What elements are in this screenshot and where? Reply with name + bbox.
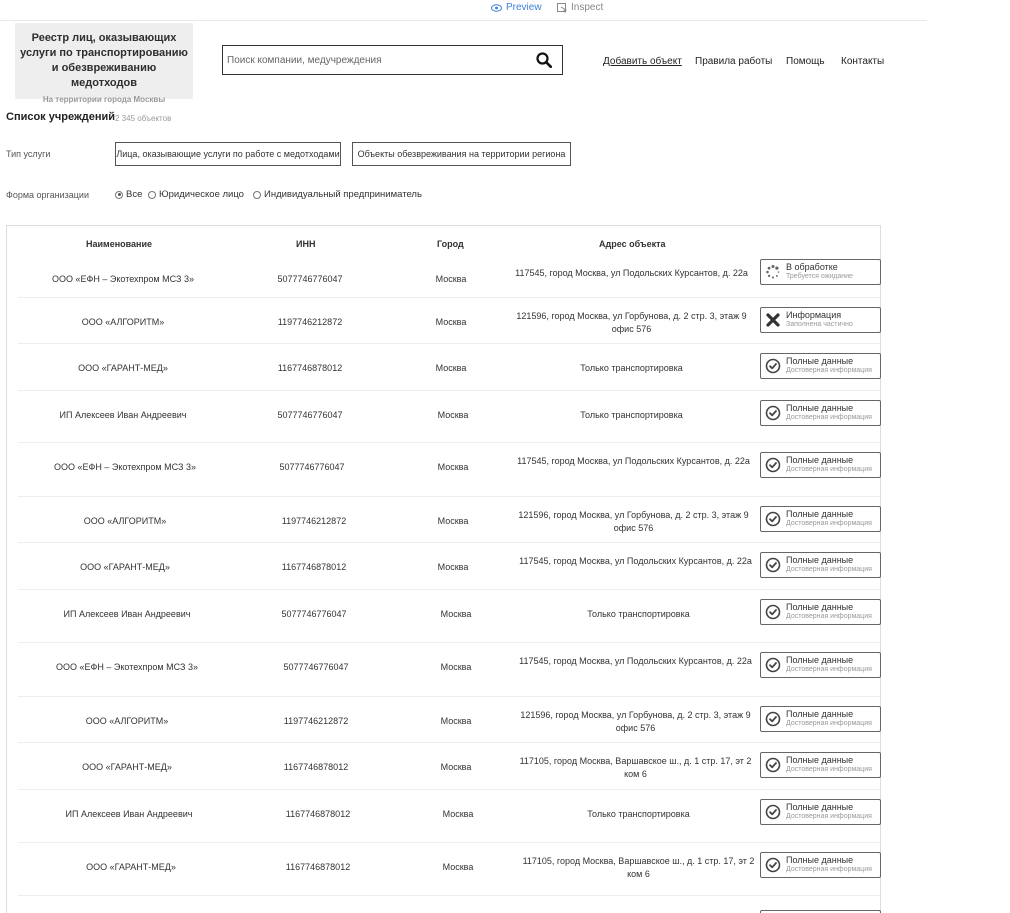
cell-address: 117545, город Москва, ул Подольских Курсантов, д. 22а — [519, 556, 752, 566]
cell-name: ООО «АЛГОРИТМ» — [85, 716, 169, 726]
cell-address: Только транспортировка — [587, 609, 690, 619]
status-badge[interactable] — [760, 400, 881, 426]
cell-address: 121596, город Москва, ул Горбунова, д. 2 стр. 3, этаж 9 офис 576 — [520, 710, 751, 733]
cell-city: Москва — [440, 716, 472, 726]
table-row[interactable] — [18, 546, 880, 590]
cell-inn: 1197746212872 — [283, 716, 349, 726]
status-subtitle: Достоверная информация — [786, 367, 872, 374]
status-badge[interactable] — [760, 259, 881, 285]
table-row[interactable] — [18, 258, 880, 298]
status-text — [786, 556, 872, 574]
status-badge[interactable] — [760, 652, 881, 678]
cell-address: 117105, город Москва, Варшавское ш., д. 1 стр. 17, эт 2 ком 6 — [522, 856, 755, 879]
cell-city: Москва — [437, 410, 469, 420]
cell-name: ООО «ЕФН – Экотехпром МСЗ 3» — [52, 274, 194, 284]
service-filter-neutralization[interactable]: Объекты обезвреживания на территории региона — [352, 142, 571, 166]
table-row[interactable] — [18, 446, 880, 497]
status-title: Информация — [786, 310, 842, 320]
status-badge[interactable] — [760, 752, 881, 778]
cell-city: Москва — [440, 662, 472, 672]
column-header-name[interactable]: Наименование — [86, 239, 153, 249]
status-subtitle: Достоверная информация — [786, 866, 872, 873]
table-row[interactable] — [18, 700, 880, 743]
check-circle-icon — [765, 857, 781, 873]
cell-address: Только транспортировка — [580, 410, 683, 420]
radio-all-label: Все — [126, 189, 143, 200]
check-circle-icon — [765, 557, 781, 573]
status-badge[interactable] — [760, 307, 881, 333]
check-circle-icon — [765, 711, 781, 727]
table-row[interactable] — [18, 746, 880, 790]
table-row[interactable] — [18, 846, 880, 896]
cell-name: ООО «ГАРАНТ-МЕД» — [78, 363, 168, 373]
cell-inn: 1167746878012 — [277, 363, 343, 373]
preview-label: Preview — [506, 2, 542, 13]
status-icon — [765, 312, 781, 328]
status-icon — [765, 557, 781, 573]
cell-city: Москва — [435, 274, 467, 284]
table-row[interactable] — [18, 301, 880, 344]
table-row[interactable] — [18, 593, 880, 643]
cell-name: ООО «ГАРАНТ-МЕД» — [80, 562, 170, 572]
cell-name: ООО «ЕФН – Экотехпром МСЗ 3» — [54, 462, 196, 472]
status-text — [786, 263, 853, 281]
radio-ip-label: Индивидуальный предприниматель — [264, 189, 422, 200]
nav-rules[interactable]: Правила работы — [695, 56, 773, 67]
nav-help[interactable]: Помощь — [786, 56, 825, 67]
status-text — [786, 856, 872, 874]
cell-name: ИП Алексеев Иван Андреевич — [65, 809, 193, 819]
status-badge[interactable] — [760, 552, 881, 578]
status-text — [786, 311, 853, 329]
status-icon — [765, 457, 781, 473]
status-icon — [765, 604, 781, 620]
cell-name: ИП Алексеев Иван Андреевич — [63, 609, 191, 619]
status-title: Полные данные — [786, 602, 854, 612]
cell-inn: 1167746878012 — [285, 862, 351, 872]
status-icon — [765, 711, 781, 727]
status-badge[interactable] — [760, 799, 881, 825]
site-subtitle: На территории города Москвы — [42, 95, 166, 104]
status-text — [786, 710, 872, 728]
status-text — [786, 756, 872, 774]
status-title: Полные данные — [786, 655, 854, 665]
cell-inn: 1197746212872 — [281, 516, 347, 526]
status-subtitle: Заполнена частично — [786, 321, 853, 328]
status-badge[interactable] — [760, 852, 881, 878]
radio-legal-entity[interactable] — [148, 189, 244, 200]
cell-inn: 1167746878012 — [285, 809, 351, 819]
radio-empty-icon — [253, 191, 261, 199]
radio-empty-icon — [148, 191, 156, 199]
status-text — [786, 656, 872, 674]
status-subtitle: Достоверная информация — [786, 566, 872, 573]
cell-inn: 1167746878012 — [283, 762, 349, 772]
status-subtitle: Достоверная информация — [786, 466, 872, 473]
cell-name: ООО «ЕФН – Экотехпром МСЗ 3» — [56, 662, 198, 672]
radio-all[interactable] — [115, 189, 142, 200]
radio-individual[interactable] — [253, 189, 422, 200]
search-input[interactable] — [223, 46, 526, 74]
status-subtitle: Достоверная информация — [786, 414, 872, 421]
cross-icon — [765, 312, 781, 328]
check-circle-icon — [765, 511, 781, 527]
status-badge[interactable] — [760, 706, 881, 732]
table-row[interactable] — [18, 394, 880, 443]
org-form-label: Форма организации — [6, 190, 89, 200]
check-circle-icon — [765, 405, 781, 421]
status-subtitle: Требуется ожидание — [786, 273, 853, 280]
column-header-address[interactable]: Адрес объекта — [599, 239, 666, 249]
status-icon — [765, 511, 781, 527]
cell-address: 121596, город Москва, ул Горбунова, д. 2 стр. 3, этаж 9 офис 576 — [518, 510, 749, 533]
eye-icon — [491, 4, 502, 12]
status-title: Полные данные — [786, 855, 854, 865]
cell-inn: 5077746776047 — [279, 462, 345, 472]
check-circle-icon — [765, 457, 781, 473]
check-circle-icon — [765, 757, 781, 773]
status-text — [786, 404, 872, 422]
status-text — [786, 510, 872, 528]
cell-city: Москва — [437, 562, 469, 572]
status-title: Полные данные — [786, 356, 854, 366]
cell-city: Москва — [440, 609, 472, 619]
status-badge[interactable] — [760, 452, 881, 478]
status-subtitle: Достоверная информация — [786, 766, 872, 773]
inspect-icon — [557, 3, 567, 13]
status-title: В обработке — [786, 262, 838, 272]
status-title: Полные данные — [786, 709, 854, 719]
cell-inn: 5077746776047 — [277, 410, 343, 420]
cell-inn: 1167746878012 — [281, 562, 347, 572]
check-circle-icon — [765, 657, 781, 673]
status-text — [786, 803, 872, 821]
status-icon — [765, 405, 781, 421]
preview-toolbar — [0, 0, 927, 21]
status-badge[interactable] — [760, 599, 881, 625]
status-text — [786, 456, 872, 474]
status-icon — [765, 804, 781, 820]
status-subtitle: Достоверная информация — [786, 720, 872, 727]
status-subtitle: Достоверная информация — [786, 613, 872, 620]
search-box — [222, 45, 563, 75]
cell-name: ООО «АЛГОРИТМ» — [81, 317, 165, 327]
radio-legal-label: Юридическое лицо — [159, 189, 244, 200]
status-title: Полные данные — [786, 755, 854, 765]
site-title: Реестр лиц, оказывающих услуги по транспортированию и обезвреживанию медотходов — [20, 32, 188, 89]
radio-selected-icon — [115, 191, 123, 199]
cell-city: Москва — [437, 516, 469, 526]
spinner-icon — [765, 264, 781, 280]
status-text — [786, 603, 872, 621]
table-row[interactable] — [18, 347, 880, 391]
check-circle-icon — [765, 358, 781, 374]
cell-address: 121596, город Москва, ул Горбунова, д. 2 стр. 3, этаж 9 офис 576 — [516, 311, 747, 334]
status-icon — [765, 264, 781, 280]
cell-address: 117545, город Москва, ул Подольских Курсантов, д. 22а — [519, 656, 752, 666]
cell-address: Только транспортировка — [580, 363, 683, 373]
status-icon — [765, 857, 781, 873]
status-badge[interactable] — [760, 353, 881, 379]
table-row[interactable] — [18, 646, 880, 697]
status-title: Полные данные — [786, 403, 854, 413]
cell-city: Москва — [437, 462, 469, 472]
cell-address: 117545, город Москва, ул Подольских Курсантов, д. 22а — [515, 268, 748, 278]
inspect-tab[interactable] — [557, 2, 603, 13]
cell-city: Москва — [442, 862, 474, 872]
status-subtitle: Достоверная информация — [786, 520, 872, 527]
cell-city: Москва — [435, 363, 467, 373]
status-subtitle: Достоверная информация — [786, 813, 872, 820]
list-count: 2 345 объектов — [115, 114, 172, 123]
site-logo-block[interactable] — [15, 23, 193, 104]
cell-city: Москва — [442, 809, 474, 819]
check-circle-icon — [765, 804, 781, 820]
column-header-inn[interactable]: ИНН — [296, 239, 316, 249]
table-row[interactable] — [18, 793, 880, 843]
nav-add-object[interactable]: Добавить объект — [603, 56, 682, 67]
status-title: Полные данные — [786, 455, 854, 465]
status-icon — [765, 657, 781, 673]
cell-inn: 5077746776047 — [281, 609, 347, 619]
column-header-city[interactable]: Город — [437, 239, 464, 249]
cell-address: Только транспортировка — [587, 809, 690, 819]
search-icon — [536, 52, 552, 68]
cell-inn: 5077746776047 — [277, 274, 343, 284]
cell-name: ООО «ГАРАНТ-МЕД» — [82, 762, 172, 772]
check-circle-icon — [765, 604, 781, 620]
status-title: Полные данные — [786, 509, 854, 519]
nav-contacts[interactable]: Контакты — [841, 56, 885, 67]
list-title: Список учреждений — [6, 111, 116, 123]
cell-city: Москва — [435, 317, 467, 327]
table-row[interactable] — [18, 500, 880, 543]
inspect-label: Inspect — [571, 2, 604, 13]
cell-name: ИП Алексеев Иван Андреевич — [59, 410, 187, 420]
service-type-label: Тип услуги — [6, 149, 51, 159]
cell-inn: 5077746776047 — [283, 662, 349, 672]
status-icon — [765, 757, 781, 773]
cell-address: 117105, город Москва, Варшавское ш., д. 1 стр. 17, эт 2 ком 6 — [519, 756, 752, 779]
status-title: Полные данные — [786, 555, 854, 565]
status-subtitle: Достоверная информация — [786, 666, 872, 673]
cell-name: ООО «ГАРАНТ-МЕД» — [86, 862, 176, 872]
status-icon — [765, 358, 781, 374]
status-title: Полные данные — [786, 802, 854, 812]
status-text — [786, 357, 872, 375]
search-button[interactable] — [526, 46, 562, 74]
cell-name: ООО «АЛГОРИТМ» — [83, 516, 167, 526]
cell-city: Москва — [440, 762, 472, 772]
status-badge[interactable] — [760, 506, 881, 532]
cell-address: 117545, город Москва, ул Подольских Курсантов, д. 22а — [517, 456, 750, 466]
preview-tab[interactable] — [491, 2, 542, 13]
service-filter-medwaste[interactable]: Лица, оказывающие услуги по работе с медотходами — [115, 142, 341, 166]
cell-inn: 1197746212872 — [277, 317, 343, 327]
